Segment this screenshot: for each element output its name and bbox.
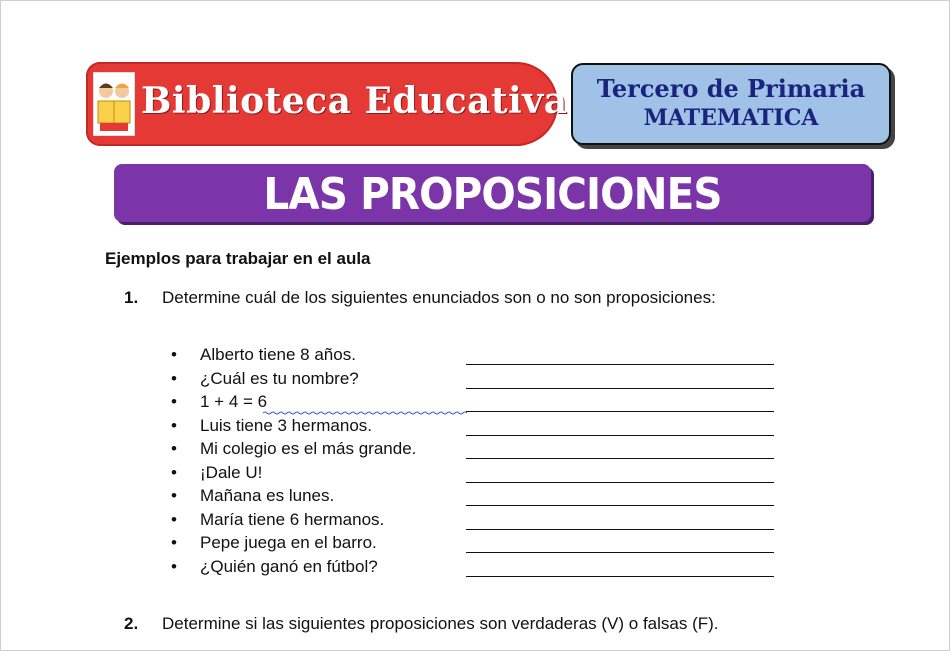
statement-text: ¿Cuál es tu nombre? <box>200 368 359 388</box>
answer-line <box>466 458 774 459</box>
question-1-text: Determine cuál de los siguientes enunciados son o no son proposiciones: <box>162 288 716 307</box>
question-1-number: 1. <box>124 288 139 307</box>
answer-line <box>466 552 774 553</box>
statement-text: Luis tiene 3 hermanos. <box>200 415 372 435</box>
answer-line <box>466 364 774 365</box>
bullet-icon: • <box>171 462 177 482</box>
logo-banner <box>86 62 568 146</box>
bullet-icon: • <box>171 509 177 529</box>
answer-line <box>466 388 774 389</box>
children-reading-icon <box>93 72 135 136</box>
bullet-icon: • <box>171 415 177 435</box>
answer-line <box>466 435 774 436</box>
page-title: LAS PROPOSICIONES <box>263 169 722 220</box>
section-subtitle: Ejemplos para trabajar en el aula <box>105 249 371 268</box>
title-banner <box>114 164 871 222</box>
logo-text: Biblioteca Educativa <box>141 80 568 122</box>
bullet-icon: • <box>171 556 177 576</box>
answer-line <box>466 482 774 483</box>
bullet-icon: • <box>171 533 177 552</box>
question-2-number: 2. <box>124 614 139 633</box>
bullet-icon: • <box>171 345 177 364</box>
answer-line <box>466 411 774 412</box>
statement-text: 1 + 4 = 6 <box>200 392 268 411</box>
statement-text: Alberto tiene 8 años. <box>200 345 356 364</box>
statement-text: María tiene 6 hermanos. <box>200 509 385 529</box>
bullet-icon: • <box>171 392 177 411</box>
statement-text: ¡Dale U! <box>200 462 263 482</box>
spellcheck-squiggle-icon <box>263 411 467 415</box>
answer-line <box>466 529 774 530</box>
statement-text: Pepe juega en el barro. <box>200 533 377 552</box>
question-2-text: Determine si las siguientes proposiciones son verdaderas (V) o falsas (F). <box>162 614 719 633</box>
bullet-icon: • <box>171 439 177 458</box>
answer-line <box>466 505 774 506</box>
grade-label: Tercero de Primaria <box>596 74 866 103</box>
bullet-icon: • <box>171 368 177 388</box>
statement-text: Mi colegio es el más grande. <box>200 439 417 458</box>
grade-box <box>571 63 891 145</box>
answer-line <box>466 576 774 577</box>
bullet-icon: • <box>171 486 177 505</box>
statement-text: ¿Quién ganó en fútbol? <box>200 556 378 576</box>
subject-label: MATEMATICA <box>643 105 819 131</box>
statement-text: Mañana es lunes. <box>200 486 335 505</box>
